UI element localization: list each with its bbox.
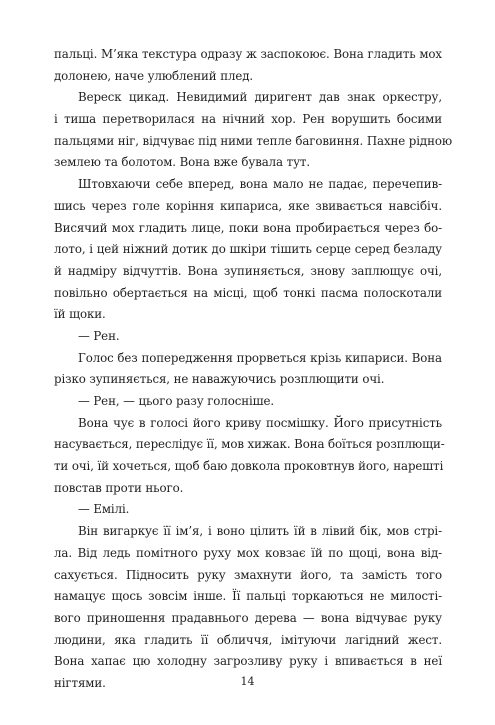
text-line: Штовхаючи себе вперед, вона мало не падає, перечепив-: [78, 177, 442, 192]
text-line: Висячий мох гладить лице, поки вона пробирається через бо-: [54, 220, 442, 235]
text-line: ла. Від ледь помітного руху мох ковзає їй по щоці, вона від-: [54, 545, 442, 560]
text-line: і тиша перетворилася на нічний хор. Рен ворушить босими: [54, 112, 442, 127]
text-line: сахується. Підносить руку змахнути його, та замість того: [54, 567, 442, 582]
text-line: Він вигаркує її ім’я, і воно цілить їй в лівий бік, мов стрі-: [78, 524, 442, 539]
text-line: різко зупиняється, не наважуючись розплющити очі.: [54, 372, 385, 387]
text-line: їй щоки.: [54, 307, 106, 322]
text-line: Голос без попередження прорветься крізь кипариси. Вона: [78, 350, 442, 365]
page-number: 14: [240, 675, 255, 688]
text-line: Вона чує в голосі його криву посмішку. Його присутність: [78, 415, 442, 430]
text-line: людини, яка гладить її обличчя, імітуючи лагідний жест.: [54, 632, 442, 647]
page-body-text: [54, 44, 453, 695]
text-line: — Рен.: [78, 328, 120, 343]
text-line: землею та болотом. Вона вже бувала тут.: [54, 155, 310, 170]
text-line: вого приношення прадавнього дерева — вона відчуває руку: [54, 610, 442, 625]
text-line: — Емілі.: [78, 502, 130, 517]
text-line: повстав проти нього.: [54, 480, 184, 495]
text-line: долонею, наче улюблений плед.: [54, 68, 254, 83]
text-line: насувається, переслідує її, мов хижак. Вона боїться розплющи-: [54, 437, 445, 452]
text-line: Вона хапає цю холодну загрозливу руку і впивається в неї: [54, 654, 442, 669]
text-line: пальцями ніг, відчуває під ними тепле баговиння. Пахне рідною: [54, 133, 453, 148]
text-line: нігтями.: [54, 675, 106, 690]
text-line: намацує щось зовсім інше. Її пальці торкаються не милості-: [54, 589, 442, 604]
text-line: лото, і цей ніжний дотик до шкіри тішить серце серед безладу: [54, 242, 442, 257]
text-line: шись через голе коріння кипариса, яке звивається навсібіч.: [54, 198, 442, 213]
text-line: пальці. М’яка текстура одразу ж заспокоює. Вона гладить мох: [54, 47, 442, 61]
text-line: Вереск цикад. Невидимий диригент дав знак оркестру,: [78, 90, 442, 105]
text-line: — Рен, — цього разу голосніше.: [78, 394, 275, 408]
text-line: й надміру відчуттів. Вона зупиняється, знову заплющує очі,: [54, 263, 442, 278]
text-line: ти очі, їй хочеться, щоб баю довкола проковтнув його, нарешті: [54, 459, 444, 474]
text-line: повільно обертається на місці, щоб тонкі пасма полоскотали: [54, 285, 442, 300]
